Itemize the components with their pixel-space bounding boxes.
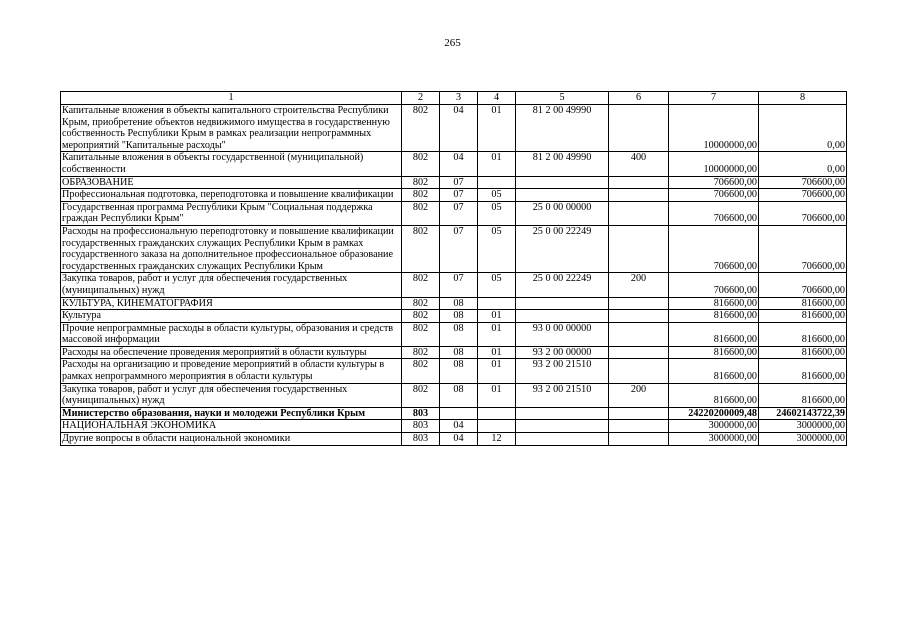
expense-type-code-cell [609, 346, 669, 359]
amount-year2-cell: 816600,00 [759, 346, 847, 359]
row-name-cell: Прочие непрограммные расходы в области культуры, образования и средств массовой информации [61, 322, 402, 346]
target-item-code-cell [516, 407, 609, 420]
target-item-code-cell [516, 189, 609, 202]
amount-year2-cell: 816600,00 [759, 297, 847, 310]
amount-year1-cell: 816600,00 [669, 346, 759, 359]
target-item-code-cell [516, 433, 609, 446]
column-header: 5 [516, 92, 609, 105]
table-row [61, 407, 847, 420]
target-item-code-cell [516, 176, 609, 189]
expense-type-code-cell [609, 359, 669, 383]
section-code-cell: 04 [440, 433, 478, 446]
subsection-code-cell: 05 [478, 273, 516, 297]
expense-type-code-cell [609, 105, 669, 152]
subsection-code-cell: 01 [478, 105, 516, 152]
target-item-code-cell [516, 310, 609, 323]
expense-type-code-cell [609, 225, 669, 272]
row-name-cell: Государственная программа Республики Крым "Социальная поддержка граждан Республики Крым" [61, 201, 402, 225]
amount-year1-cell: 24220200009,48 [669, 407, 759, 420]
section-code-cell: 07 [440, 189, 478, 202]
section-code-cell: 07 [440, 273, 478, 297]
table-row [61, 273, 847, 297]
subsection-code-cell: 12 [478, 433, 516, 446]
subsection-code-cell [478, 176, 516, 189]
target-item-code-cell: 81 2 00 49990 [516, 105, 609, 152]
section-code-cell: 08 [440, 297, 478, 310]
amount-year1-cell: 706600,00 [669, 176, 759, 189]
amount-year2-cell: 0,00 [759, 152, 847, 176]
amount-year2-cell: 816600,00 [759, 383, 847, 407]
subsection-code-cell [478, 420, 516, 433]
column-header: 3 [440, 92, 478, 105]
row-name-cell: Культура [61, 310, 402, 323]
table-row [61, 383, 847, 407]
target-item-code-cell [516, 297, 609, 310]
section-code-cell: 07 [440, 176, 478, 189]
column-header: 2 [402, 92, 440, 105]
subsection-code-cell: 01 [478, 152, 516, 176]
amount-year1-cell: 706600,00 [669, 273, 759, 297]
amount-year1-cell: 816600,00 [669, 322, 759, 346]
expense-type-code-cell [609, 297, 669, 310]
section-code-cell: 08 [440, 346, 478, 359]
table-row [61, 322, 847, 346]
subsection-code-cell [478, 407, 516, 420]
amount-year1-cell: 706600,00 [669, 189, 759, 202]
row-name-cell: Другие вопросы в области национальной экономики [61, 433, 402, 446]
target-item-code-cell [516, 420, 609, 433]
column-header: 6 [609, 92, 669, 105]
expense-type-code-cell [609, 322, 669, 346]
page-number: 265 [444, 37, 461, 49]
row-name-cell: Расходы на организацию и проведение мероприятий в области культуры в рамках непрограммного мероприятия в области культуры [61, 359, 402, 383]
expense-type-code-cell [609, 201, 669, 225]
column-header: 8 [759, 92, 847, 105]
table-row [61, 346, 847, 359]
amount-year2-cell: 706600,00 [759, 225, 847, 272]
section-code-cell: 04 [440, 420, 478, 433]
table-header-row [61, 92, 847, 105]
ved-code-cell: 802 [402, 383, 440, 407]
amount-year2-cell: 706600,00 [759, 189, 847, 202]
amount-year2-cell: 3000000,00 [759, 420, 847, 433]
section-code-cell: 07 [440, 225, 478, 272]
table-row [61, 433, 847, 446]
amount-year1-cell: 706600,00 [669, 225, 759, 272]
subsection-code-cell: 01 [478, 322, 516, 346]
target-item-code-cell: 93 2 00 00000 [516, 346, 609, 359]
expense-type-code-cell [609, 407, 669, 420]
ved-code-cell: 803 [402, 407, 440, 420]
section-code-cell: 08 [440, 383, 478, 407]
column-header: 7 [669, 92, 759, 105]
subsection-code-cell [478, 297, 516, 310]
amount-year2-cell: 816600,00 [759, 359, 847, 383]
section-code-cell: 08 [440, 359, 478, 383]
column-header: 1 [61, 92, 402, 105]
row-name-cell: НАЦИОНАЛЬНАЯ ЭКОНОМИКА [61, 420, 402, 433]
expense-type-code-cell [609, 420, 669, 433]
target-item-code-cell: 93 2 00 21510 [516, 383, 609, 407]
row-name-cell: Министерство образования, науки и молодежи Республики Крым [61, 407, 402, 420]
ved-code-cell: 802 [402, 310, 440, 323]
ved-code-cell: 803 [402, 433, 440, 446]
table-row [61, 152, 847, 176]
row-name-cell: Расходы на профессиональную переподготовку и повышение квалификации государственных гражданских служащих Республики Крым в рамках государственного заказа на дополнительное профессиональное образование государственных гражданских служащих Республики Крым [61, 225, 402, 272]
table-row [61, 359, 847, 383]
section-code-cell: 08 [440, 310, 478, 323]
expense-type-code-cell [609, 310, 669, 323]
amount-year2-cell: 3000000,00 [759, 433, 847, 446]
amount-year2-cell: 0,00 [759, 105, 847, 152]
row-name-cell: ОБРАЗОВАНИЕ [61, 176, 402, 189]
target-item-code-cell: 93 0 00 00000 [516, 322, 609, 346]
amount-year1-cell: 3000000,00 [669, 433, 759, 446]
amount-year1-cell: 706600,00 [669, 201, 759, 225]
expense-type-code-cell: 200 [609, 273, 669, 297]
row-name-cell: Расходы на обеспечение проведения мероприятий в области культуры [61, 346, 402, 359]
expense-type-code-cell [609, 433, 669, 446]
ved-code-cell: 802 [402, 346, 440, 359]
row-name-cell: Закупка товаров, работ и услуг для обеспечения государственных (муниципальных) нужд [61, 383, 402, 407]
ved-code-cell: 802 [402, 297, 440, 310]
subsection-code-cell: 01 [478, 310, 516, 323]
expense-type-code-cell [609, 189, 669, 202]
subsection-code-cell: 05 [478, 201, 516, 225]
ved-code-cell: 802 [402, 322, 440, 346]
row-name-cell: КУЛЬТУРА, КИНЕМАТОГРАФИЯ [61, 297, 402, 310]
subsection-code-cell: 01 [478, 359, 516, 383]
row-name-cell: Капитальные вложения в объекты государственной (муниципальной) собственности [61, 152, 402, 176]
target-item-code-cell: 81 2 00 49990 [516, 152, 609, 176]
amount-year1-cell: 10000000,00 [669, 105, 759, 152]
amount-year1-cell: 816600,00 [669, 310, 759, 323]
ved-code-cell: 802 [402, 189, 440, 202]
amount-year1-cell: 816600,00 [669, 297, 759, 310]
ved-code-cell: 802 [402, 273, 440, 297]
amount-year1-cell: 3000000,00 [669, 420, 759, 433]
ved-code-cell: 802 [402, 152, 440, 176]
target-item-code-cell: 93 2 00 21510 [516, 359, 609, 383]
section-code-cell: 04 [440, 152, 478, 176]
section-code-cell: 07 [440, 201, 478, 225]
amount-year1-cell: 816600,00 [669, 359, 759, 383]
table-row [61, 297, 847, 310]
table-row [61, 225, 847, 272]
ved-code-cell: 803 [402, 420, 440, 433]
amount-year2-cell: 706600,00 [759, 273, 847, 297]
amount-year2-cell: 706600,00 [759, 176, 847, 189]
table-row [61, 105, 847, 152]
ved-code-cell: 802 [402, 359, 440, 383]
table-row [61, 201, 847, 225]
target-item-code-cell: 25 0 00 22249 [516, 273, 609, 297]
target-item-code-cell: 25 0 00 22249 [516, 225, 609, 272]
amount-year2-cell: 816600,00 [759, 322, 847, 346]
amount-year2-cell: 24602143722,39 [759, 407, 847, 420]
expense-type-code-cell [609, 176, 669, 189]
amount-year1-cell: 816600,00 [669, 383, 759, 407]
subsection-code-cell: 01 [478, 383, 516, 407]
expense-type-code-cell: 200 [609, 383, 669, 407]
table-row [61, 189, 847, 202]
table-row [61, 420, 847, 433]
row-name-cell: Закупка товаров, работ и услуг для обеспечения государственных (муниципальных) нужд [61, 273, 402, 297]
ved-code-cell: 802 [402, 176, 440, 189]
table-row [61, 176, 847, 189]
amount-year2-cell: 706600,00 [759, 201, 847, 225]
expense-type-code-cell: 400 [609, 152, 669, 176]
ved-code-cell: 802 [402, 201, 440, 225]
ved-code-cell: 802 [402, 105, 440, 152]
subsection-code-cell: 05 [478, 225, 516, 272]
row-name-cell: Профессиональная подготовка, переподготовка и повышение квалификации [61, 189, 402, 202]
budget-table [60, 91, 847, 446]
section-code-cell: 08 [440, 322, 478, 346]
ved-code-cell: 802 [402, 225, 440, 272]
table-row [61, 310, 847, 323]
subsection-code-cell: 01 [478, 346, 516, 359]
subsection-code-cell: 05 [478, 189, 516, 202]
section-code-cell: 04 [440, 105, 478, 152]
section-code-cell [440, 407, 478, 420]
amount-year1-cell: 10000000,00 [669, 152, 759, 176]
amount-year2-cell: 816600,00 [759, 310, 847, 323]
target-item-code-cell: 25 0 00 00000 [516, 201, 609, 225]
row-name-cell: Капитальные вложения в объекты капитального строительства Республики Крым, приобретение объектов недвижимого имущества в государственную собственность Республики Крым в рамках реализации непрограммных мероприятий "Капитальные расходы" [61, 105, 402, 152]
column-header: 4 [478, 92, 516, 105]
